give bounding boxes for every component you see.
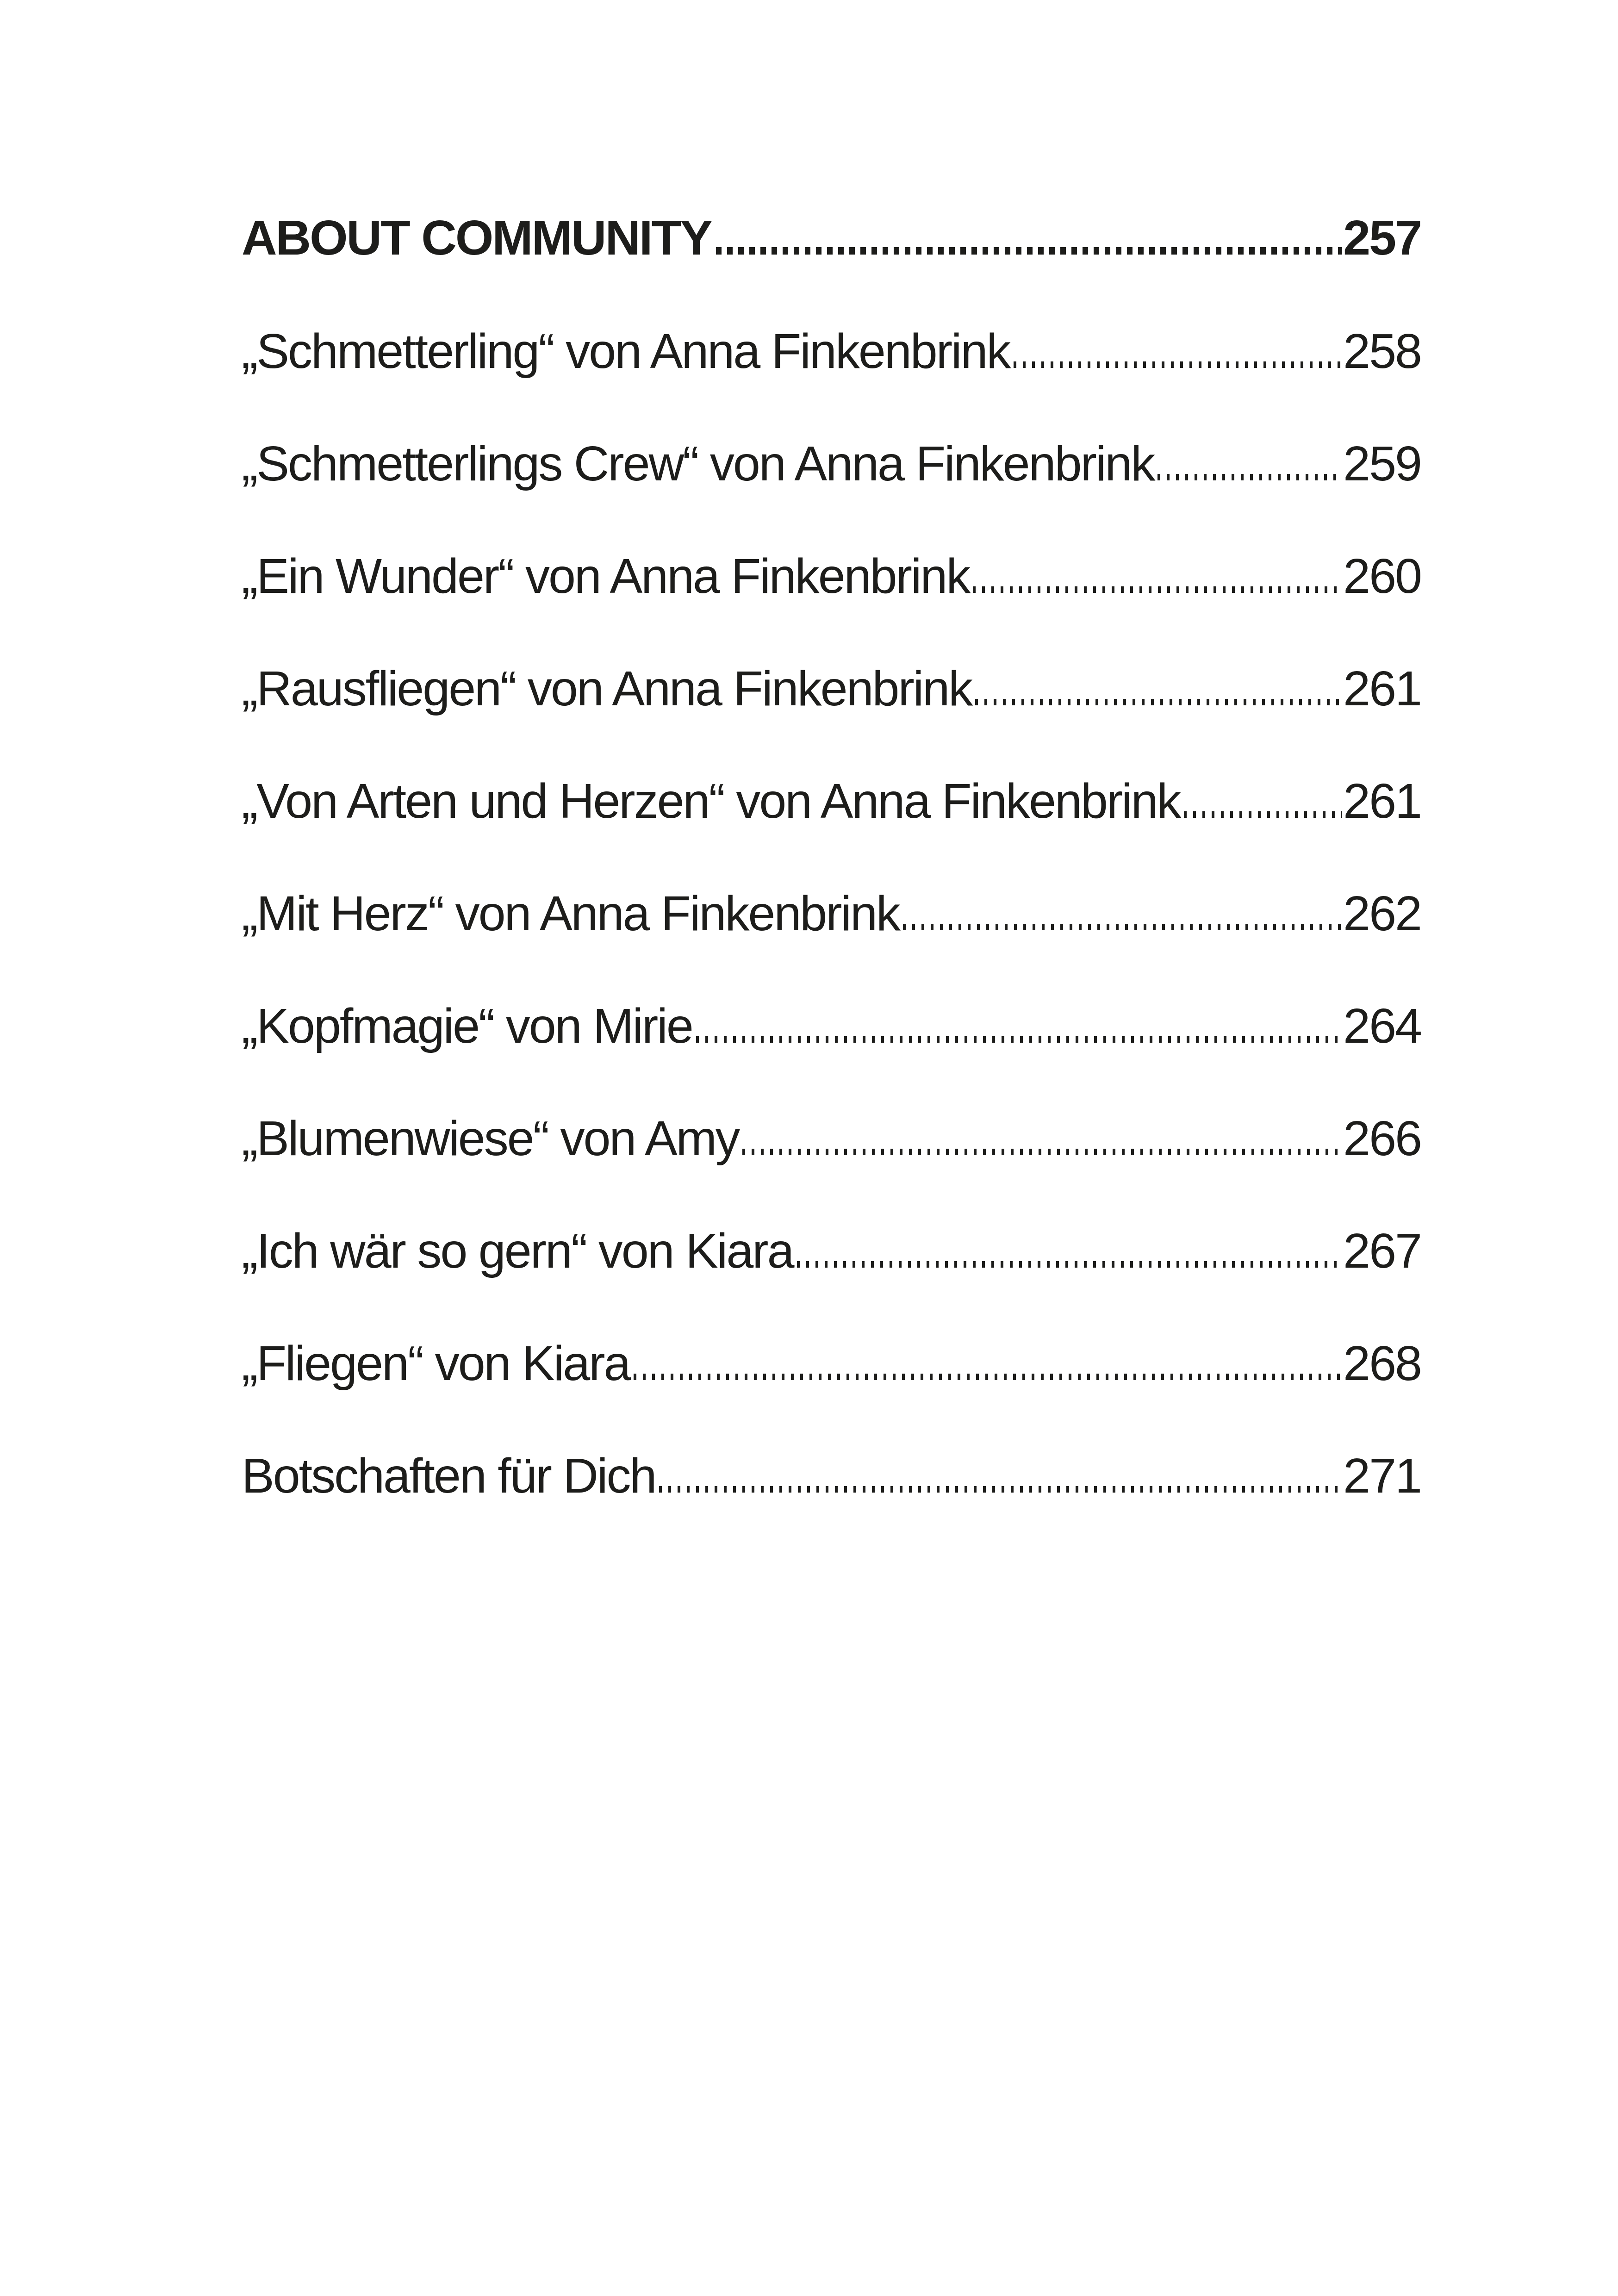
toc-entry-title: „Ich wär so gern“ von Kiara <box>242 1224 793 1278</box>
toc-entry-page-number: 260 <box>1343 549 1421 604</box>
toc-entry-title: „Rausfliegen“ von Anna Finkenbrink <box>242 661 972 716</box>
toc-section-title: ABOUT COMMUNITY <box>242 211 711 265</box>
toc-entry-title: Botschaften für Dich <box>242 1449 656 1503</box>
toc-entry-page-number: 264 <box>1343 999 1421 1053</box>
toc-entry-page-number: 262 <box>1343 886 1421 941</box>
dot-leader <box>716 247 1342 255</box>
toc-entry <box>242 774 1421 828</box>
toc-entry-title: „Schmetterling“ von Anna Finkenbrink <box>242 324 1010 379</box>
dot-leader <box>1157 474 1342 480</box>
dot-leader <box>903 924 1342 930</box>
dot-leader <box>975 699 1342 705</box>
toc-entry <box>242 999 1421 1053</box>
toc-entry-title: „Schmetterlings Crew“ von Anna Finkenbrink <box>242 436 1154 491</box>
toc-entry-title: „Kopfmagie“ von Mirie <box>242 999 692 1053</box>
toc-entry <box>242 549 1421 604</box>
toc-entry <box>242 886 1421 941</box>
dot-leader <box>659 1486 1342 1493</box>
dot-leader <box>742 1149 1342 1155</box>
toc-entry <box>242 1449 1421 1503</box>
toc-entry-page-number: 258 <box>1343 324 1421 379</box>
toc-entry <box>242 1111 1421 1166</box>
dot-leader <box>797 1261 1343 1268</box>
toc-entry <box>242 1336 1421 1391</box>
toc-entry-title: „Fliegen“ von Kiara <box>242 1336 630 1391</box>
toc-entry <box>242 324 1421 379</box>
toc-entry-page-number: 271 <box>1343 1449 1421 1503</box>
toc-entry <box>242 436 1421 491</box>
toc-section-header <box>242 211 1421 265</box>
table-of-contents <box>242 211 1421 1503</box>
dot-leader <box>973 586 1342 593</box>
toc-entry-title: „Ein Wunder“ von Anna Finkenbrink <box>242 549 970 604</box>
toc-entry-title: „Mit Herz“ von Anna Finkenbrink <box>242 886 900 941</box>
dot-leader <box>1014 361 1343 368</box>
toc-section-page-number: 257 <box>1343 211 1421 265</box>
toc-entry-page-number: 266 <box>1343 1111 1421 1166</box>
toc-entry-page-number: 267 <box>1343 1224 1421 1278</box>
dot-leader <box>696 1036 1342 1043</box>
toc-entry <box>242 661 1421 716</box>
dot-leader <box>634 1374 1343 1380</box>
toc-entry-page-number: 261 <box>1343 774 1421 828</box>
toc-entry-page-number: 268 <box>1343 1336 1421 1391</box>
toc-entry-title: „Von Arten und Herzen“ von Anna Finkenbrink <box>242 774 1180 828</box>
toc-entry-title: „Blumenwiese“ von Amy <box>242 1111 739 1166</box>
toc-entry-page-number: 261 <box>1343 661 1421 716</box>
toc-entry-page-number: 259 <box>1343 436 1421 491</box>
dot-leader <box>1184 811 1342 818</box>
toc-entry <box>242 1226 1421 1276</box>
